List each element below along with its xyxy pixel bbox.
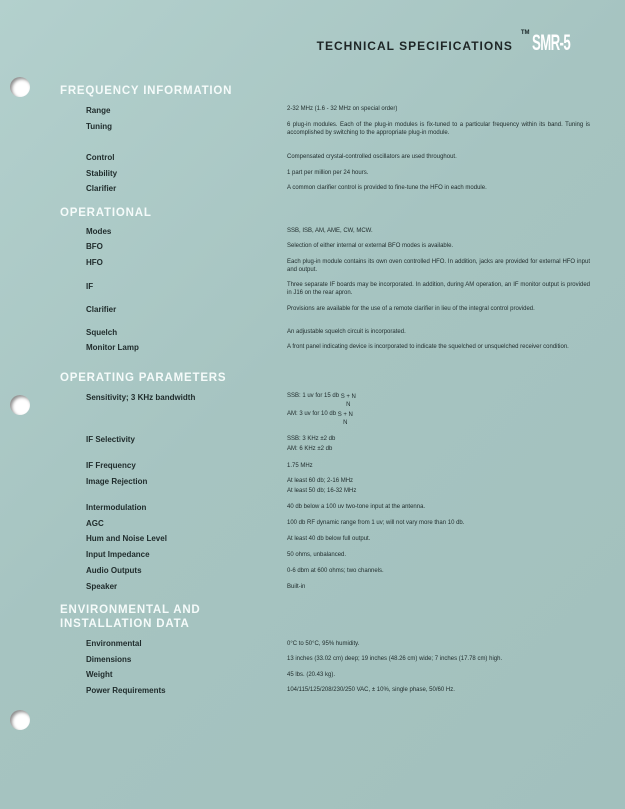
spec-value: 100 db RF dynamic range from 1 uv; will not vary more than 10 db.	[287, 520, 465, 526]
section-title-environmental: ENVIRONMENTAL AND	[60, 604, 201, 616]
signal-noise-ratio	[341, 393, 356, 409]
spec-value: A common clarifier control is provided to fine-tune the HFO in each module.	[287, 185, 487, 191]
section-title-operational: OPERATIONAL	[60, 207, 152, 219]
spec-label: Squelch	[86, 328, 118, 337]
spec-value: 104/115/125/208/230/250 VAC, ± 10%, single phase, 50/60 Hz.	[287, 687, 455, 693]
spec-value: Provisions are available for the use of a remote clarifier in lieu of the integral control provided.	[287, 306, 535, 312]
spec-label: BFO	[86, 242, 103, 251]
selectivity-am: AM: 6 KHz ±2 db	[287, 445, 333, 452]
spec-value: Each plug-in module contains its own oven controlled HFO. In addition, jacks are provided for external HFO input and output.	[287, 259, 590, 273]
spec-value: Built-in	[287, 584, 306, 590]
spec-label: IF Frequency	[86, 461, 136, 470]
ratio-denominator: N	[343, 420, 348, 426]
section-title-operating-parameters: OPERATING PARAMETERS	[60, 372, 227, 384]
spec-value	[287, 436, 590, 453]
spec-label: HFO	[86, 258, 103, 267]
signal-noise-ratio	[338, 411, 353, 427]
spec-label: Hum and Noise Level	[86, 534, 167, 543]
spec-label: IF	[86, 282, 94, 291]
spec-value: 40 db below a 100 uv two-tone input at the antenna.	[287, 504, 426, 510]
spec-label: IF Selectivity	[86, 435, 135, 444]
spec-value: 1.75 MHz	[287, 463, 313, 469]
image-rejection-high: At least 50 db; 16-32 MHz	[287, 487, 357, 494]
spec-value: 50 ohms, unbalanced.	[287, 552, 347, 558]
spec-value: 0-6 dbm at 600 ohms; two channels.	[287, 568, 384, 574]
spec-value: 6 plug-in modules. Each of the plug-in modules is fix-tuned to a particular frequency within its band. Tuning is accomplished by switching to the appropriate plug-in module.	[287, 122, 590, 136]
spec-label: Environmental	[86, 639, 142, 648]
spec-label: Speaker	[86, 582, 118, 591]
spec-value: 13 inches (33.02 cm) deep; 19 inches (48.26 cm) wide; 7 inches (17.78 cm) high.	[287, 656, 503, 662]
sensitivity-am: AM: 3 uv for 10 db	[287, 411, 337, 417]
model-logo: SMR-5	[531, 30, 570, 55]
spec-value: Compensated crystal-controlled oscillators are used throughout.	[287, 154, 457, 160]
spec-label: Modes	[86, 227, 112, 236]
binder-hole	[10, 77, 30, 97]
binder-hole	[10, 710, 30, 730]
spec-value	[287, 478, 590, 495]
spec-label: Tuning	[86, 122, 113, 131]
spec-label: Input Impedance	[86, 550, 150, 559]
spec-label: Control	[86, 153, 115, 162]
spec-label: Stability	[86, 169, 118, 178]
spec-label: Image Rejection	[86, 477, 148, 486]
spec-value-sensitivity	[287, 393, 590, 429]
spec-value: Three separate IF boards may be incorporated. In addition, during AM operation, an IF monitor output is provided in J16 on the rear apron.	[287, 282, 590, 296]
spec-value: 1 part per million per 24 hours.	[287, 170, 369, 176]
page-header	[317, 30, 595, 56]
spec-value: Selection of either internal or external BFO modes is available.	[287, 243, 454, 249]
spec-value: At least 40 db below full output.	[287, 536, 371, 542]
spec-label-sensitivity: Sensitivity; 3 KHz bandwidth	[86, 393, 196, 402]
spec-label: Monitor Lamp	[86, 343, 139, 352]
spec-value: An adjustable squelch circuit is incorporated.	[287, 329, 406, 335]
spec-value: A front panel indicating device is incorporated to indicate the squelched or unsquelched receiver condition.	[287, 344, 569, 350]
spec-label: AGC	[86, 519, 104, 528]
spec-label: Clarifier	[86, 184, 117, 193]
spec-value: 2-32 MHz (1.6 - 32 MHz on special order)	[287, 106, 398, 112]
section-title-installation: INSTALLATION DATA	[60, 618, 190, 630]
spec-label: Weight	[86, 670, 113, 679]
binder-hole	[10, 395, 30, 415]
spec-value: 0°C to 50°C, 95% humidity.	[287, 641, 360, 647]
spec-label: Dimensions	[86, 655, 132, 664]
ratio-numerator: S + N	[337, 412, 353, 418]
spec-label: Clarifier	[86, 305, 117, 314]
spec-label: Range	[86, 106, 111, 115]
spec-label: Audio Outputs	[86, 566, 142, 575]
ratio-numerator: S + N	[340, 394, 356, 400]
section-title-frequency: FREQUENCY INFORMATION	[60, 85, 233, 97]
spec-label: Intermodulation	[86, 503, 147, 512]
trademark-mark: TM	[520, 30, 530, 36]
sensitivity-ssb: SSB: 1 uv for 15 db	[287, 393, 340, 399]
spec-value: SSB, ISB, AM, AME, CW, MCW.	[287, 228, 373, 234]
selectivity-ssb: SSB: 3 KHz ±2 db	[287, 436, 336, 442]
image-rejection-low: At least 60 db; 2-16 MHz	[287, 478, 354, 484]
spec-label: Power Requirements	[86, 686, 166, 695]
document-title: TECHNICAL SPECIFICATIONS	[316, 39, 513, 53]
ratio-denominator: N	[346, 402, 351, 408]
spec-value: 45 lbs. (20.43 kg).	[287, 672, 336, 678]
